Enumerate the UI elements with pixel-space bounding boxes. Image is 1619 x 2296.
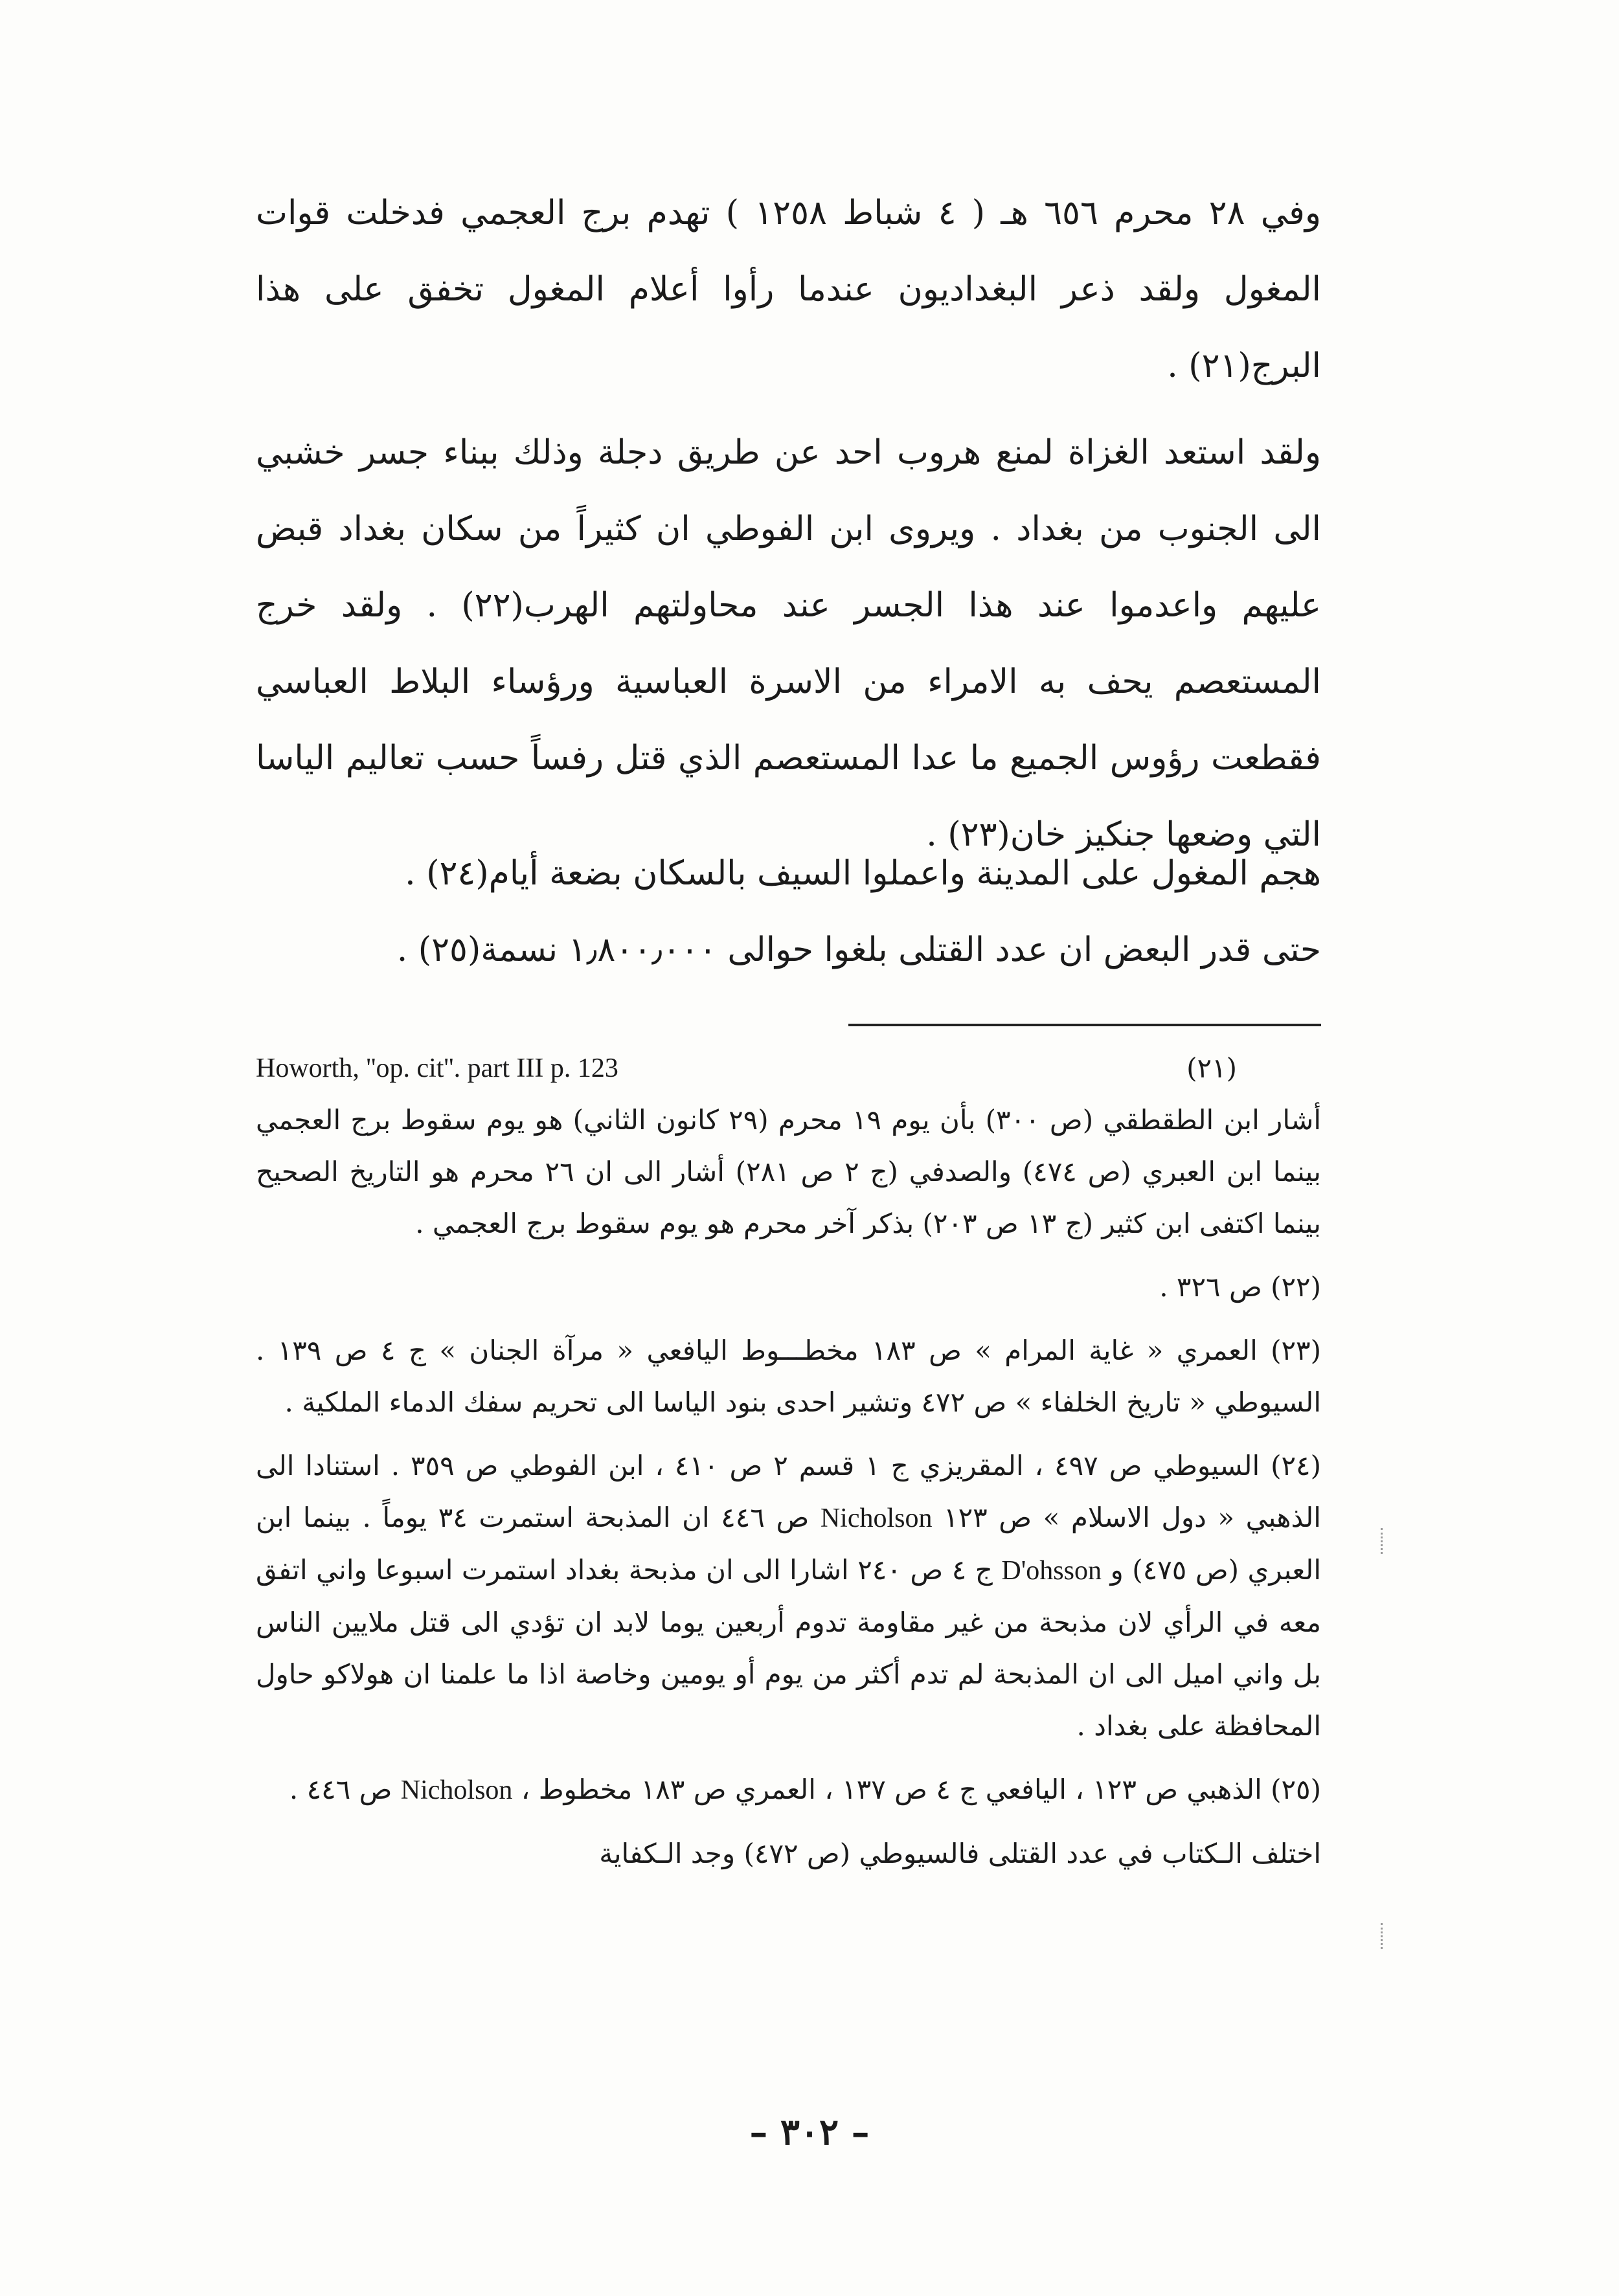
margin-mark — [1377, 1923, 1383, 1949]
footnote-separator — [848, 1024, 1321, 1026]
footnote-25-latin: Nicholson — [400, 1775, 513, 1805]
footnote-24-latin-2: D'ohsson — [1001, 1556, 1102, 1586]
paragraph-3 — [256, 835, 1321, 988]
footnote-24-part-3: ج ٤ ص ٢٤٠ اشارا الى ان مذبحة بغداد استمرت اسبوعا واني اتفق معه في الرأي لان مذبحة من غير مقاومة تدوم أربعين يوما لابد ان تؤدي الى قتل ملايين الناس بل واني اميل الى ان المذبحة لم تدم أكثر من يوم أو يومين وخاصة اذا ما علمنا ان هولاكو حاول المحافظة على بغداد . — [256, 1554, 1321, 1742]
paragraph-3-line-1: هجم المغول على المدينة واعملوا السيف بالسكان بضعة أيام(٢٤) . — [405, 854, 1321, 893]
paragraph-3-line-2: حتى قدر البعض ان عدد القتلى بلغوا حوالى ١٫٨٠٠٫٠٠٠ نسمة(٢٥) . — [396, 930, 1321, 969]
footnote-21-citation: Howorth, ''op. cit''. part III p. 123 — [256, 1053, 618, 1083]
margin-mark — [1377, 1528, 1383, 1554]
footnote-24-part-1: (٢٤) السيوطي ص ٤٩٧ ، المقريزي ج ١ قسم ٢ ص ٤١٠ ، ابن الفوطي ص ٣٥٩ . استنادا الى الذهبي « دول الاسلام » ص ١٢٣ — [256, 1450, 1321, 1533]
footnote-24-latin-1: Nicholson — [820, 1503, 933, 1533]
footnote-21-number: (٢١) — [1186, 1052, 1237, 1084]
footnote-22: (٢٢) ص ٣٢٦ . — [1159, 1271, 1321, 1303]
footnote-21-header — [256, 1042, 1321, 1094]
footnote-24 — [256, 1440, 1321, 1752]
page-number: – ٣٠٢ – — [749, 2111, 870, 2154]
paragraph-1-text: وفي ٢٨ محرم ٦٥٦ هـ ( ٤ شباط ١٢٥٨ ) تهدم برج العجمي فدخلت قوات المغول ولقد ذعر البغداديون عندما رأوا أعلام المغول تخفق على هذا البرج(٢١) . — [256, 194, 1322, 385]
footnote-25-part-1: (٢٥) الذهبي ص ١٢٣ ، اليافعي ج ٤ ص ١٣٧ ، العمري ص ١٨٣ مخطوط ، — [521, 1773, 1321, 1805]
footnote-23: (٢٣) العمري « غاية المرام » ص ١٨٣ مخطـــوط اليافعي « مرآة الجنان » ج ٤ ص ١٣٩ . السيوطي « تاريخ الخلفاء » ص ٤٧٢ وتشير احدى بنود الياسا الى تحريم سفك الدماء الملكية . — [256, 1334, 1322, 1418]
footnote-25 — [256, 1764, 1321, 1816]
paragraph-1 — [256, 175, 1321, 404]
footnote-25-part-2: ص ٤٤٦ . — [289, 1773, 392, 1805]
paragraph-2-text: ولقد استعد الغزاة لمنع هروب احد عن طريق دجلة وذلك ببناء جسر خشبي الى الجنوب من بغداد . ويروى ابن الفوطي ان كثيراً من سكان بغداد قبض عليهم واعدموا عند هذا الجسر عند محاولتهم الهرب(٢٢) . ولقد خرج المستعصم يحف به الامراء من الاسرة العباسية ورؤساء البلاط العباسي فقطعت رؤوس الجميع ما عدا المستعصم الذي قتل رفساً حسب تعاليم الياسا التي وضعها جنكيز خان(٢٣) . — [256, 433, 1321, 854]
footnote-24-part-2: ص ٤٤٦ ان المذبحة استمرت ٣٤ يوماً . بينما ابن العبري (ص ٤٧٥) و — [256, 1502, 1321, 1586]
footnotes — [256, 1042, 1321, 1891]
footnote-21-text: أشار ابن الطقطقي (ص ٣٠٠) بأن يوم ١٩ محرم (٢٩ كانون الثاني) هو يوم سقوط برج العجمي بينما ابن العبري (ص ٤٧٤) والصدفي (ج ٢ ص ٢٨١) أشار الى ان ٢٦ محرم هو التاريخ الصحيح بينما اكتفى ابن كثير (ج ١٣ ص ٢٠٣) بذكر آخر محرم هو يوم سقوط برج العجمي . — [256, 1104, 1321, 1239]
footnote-25-continuation: اختلف الـكتاب في عدد القتلى فالسيوطي (ص ٤٧٢) وجد الـكفاية — [599, 1838, 1321, 1869]
paragraph-2 — [256, 414, 1321, 873]
